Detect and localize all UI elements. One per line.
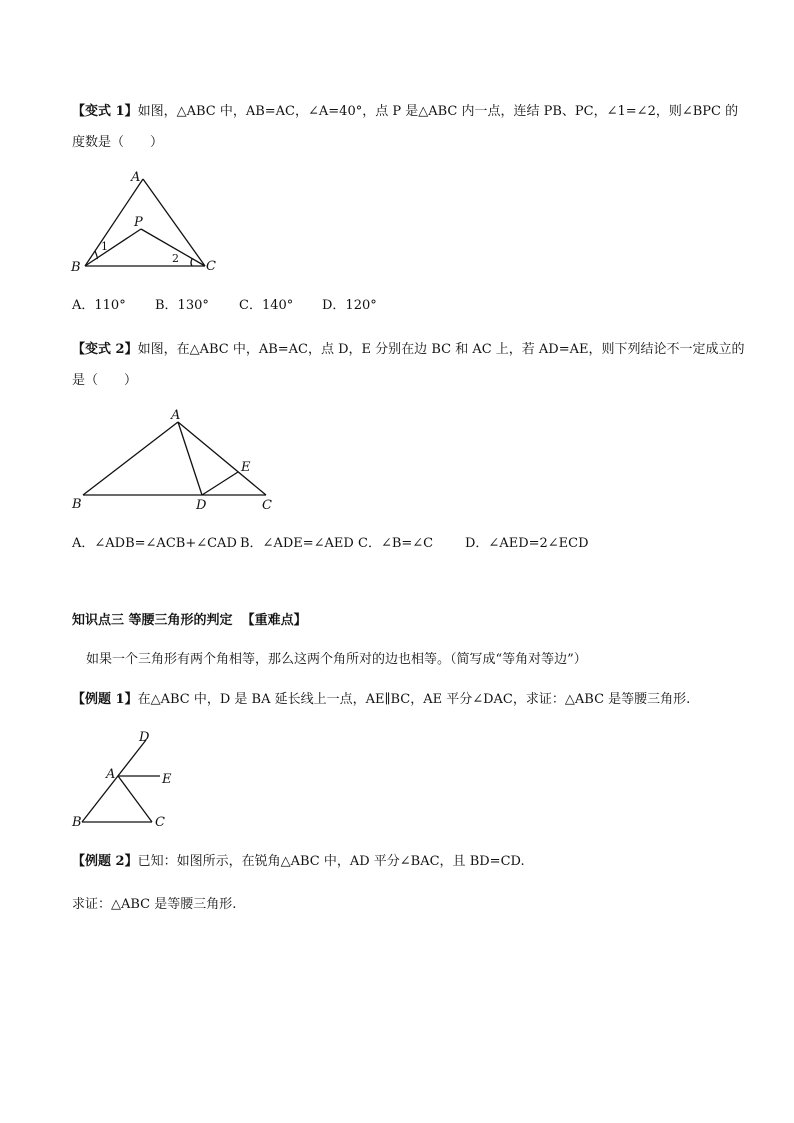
q2-label-d: D (196, 498, 207, 513)
q1-label-c: C (206, 259, 216, 274)
q2-side-ab (83, 422, 178, 495)
q2-line1 (72, 341, 745, 359)
q2-label-b: B (72, 497, 82, 512)
q1-option-d: D．120° (322, 298, 377, 313)
section3-heading (72, 612, 307, 630)
q2-label-a: A (171, 408, 181, 423)
q1-line1 (72, 103, 738, 121)
ex2-tag: 【例题 2】 (72, 854, 138, 869)
q1-seg-bp (85, 229, 141, 266)
ex1-line (72, 691, 690, 709)
q1-angle-mark-1 (95, 251, 97, 259)
q1-label-b: B (71, 260, 81, 275)
q2-line2: 是（ ） (72, 373, 138, 388)
q1-label-1: 1 (101, 240, 108, 253)
ex1-label-a: A (106, 767, 116, 782)
q1-figure (66, 168, 226, 278)
ex1-label-c: C (155, 815, 165, 830)
ex1-figure (66, 725, 186, 835)
q2-figure (66, 405, 286, 515)
q2-seg-ad (178, 422, 202, 495)
q1-option-a: A．110° (72, 298, 126, 313)
q2-seg-de (202, 472, 238, 495)
section3-badge: 【重难点】 (241, 613, 307, 628)
q1-option-b: B．130° (155, 298, 209, 313)
q2-option-d: D．∠AED=2∠ECD (465, 536, 589, 551)
ex1-label-d: D (139, 730, 150, 745)
q2-label-c: C (262, 498, 272, 513)
q2-text: 如图，在△ABC 中，AB=AC，点 D，E 分别在边 BC 和 AC 上，若 AD=AE，则下列结论不一定成立的 (137, 342, 745, 357)
q2-tag: 【变式 2】 (72, 342, 138, 357)
q2-option-c: C．∠B=∠C (358, 536, 434, 551)
q1-label-a: A (131, 170, 141, 185)
q1-text: 如图，△ABC 中，AB=AC，∠A=40°，点 P 是△ABC 内一点，连结 PB、PC，∠1=∠2，则∠BPC 的 (137, 104, 739, 119)
q1-line2: 度数是（ ） (72, 135, 164, 150)
q1-option-c: C．140° (239, 298, 294, 313)
ex1-label-b: B (72, 815, 82, 830)
q2-side-ac (178, 422, 266, 495)
section3-rule: 如果一个三角形有两个角相等，那么这两个角所对的边也相等。（简写成“等角对等边”） (86, 652, 587, 667)
ex1-label-e: E (162, 772, 172, 787)
q1-tag: 【变式 1】 (72, 104, 138, 119)
section3-title: 知识点三 等腰三角形的判定 (72, 613, 233, 628)
ex2-text: 已知：如图所示，在锐角△ABC 中，AD 平分∠BAC，且 BD=CD. (137, 854, 525, 869)
ex1-text: 在△ABC 中，D 是 BA 延长线上一点，AE∥BC，AE 平分∠DAC，求证：△ABC 是等腰三角形. (137, 692, 691, 707)
q1-angle-mark-2 (191, 259, 192, 266)
q2-label-e: E (241, 460, 251, 475)
ex1-side-ac (118, 776, 152, 822)
q1-label-p: P (134, 215, 143, 230)
q2-option-b: B．∠ADE=∠AED (240, 536, 354, 551)
ex1-tag: 【例题 1】 (72, 692, 138, 707)
ex2-line (72, 853, 525, 871)
q2-option-a: A．∠ADB=∠ACB+∠CAD (72, 536, 237, 551)
ex2-line2: 求证：△ABC 是等腰三角形. (72, 897, 237, 912)
q1-label-2: 2 (172, 252, 179, 265)
